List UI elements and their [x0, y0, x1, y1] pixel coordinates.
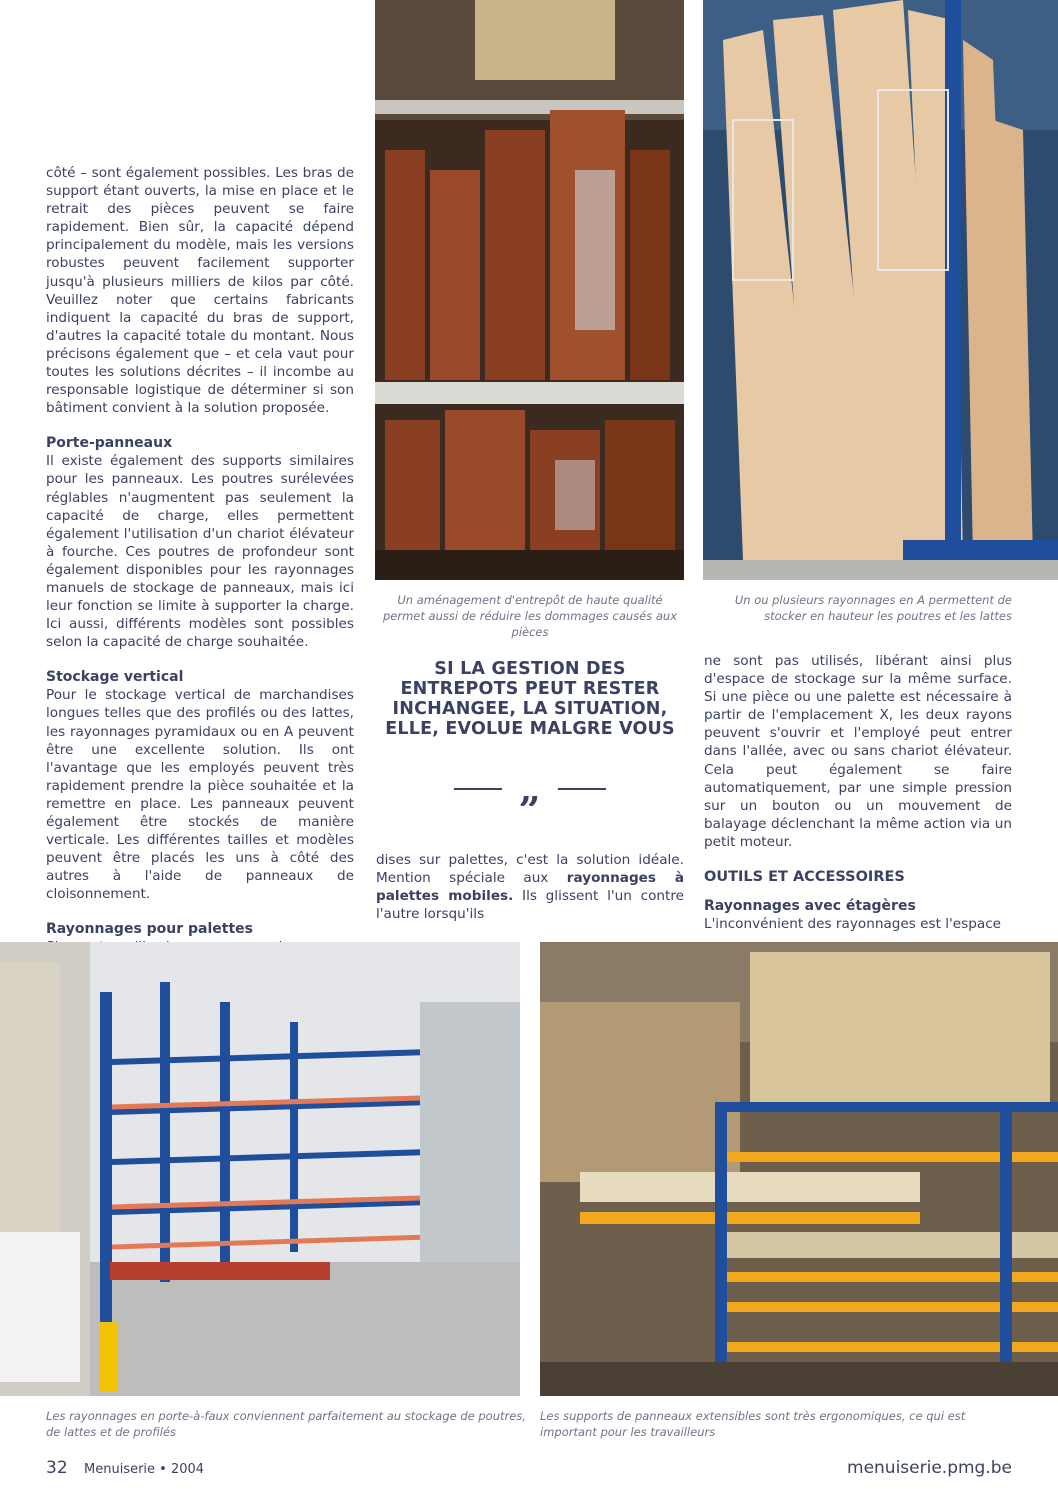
- heading-rayonnages-palettes: Rayonnages pour palettes: [46, 921, 254, 938]
- website-link[interactable]: menuiserie.pmg.be: [847, 1458, 1012, 1478]
- caption-photo-3: Les rayonnages en porte-à-faux conviennent parfaitement au stockage de poutres, de lattes et de profilés: [46, 1409, 526, 1439]
- paragraph-stockage-vertical: Pour le stockage vertical de marchandises longues telles que des profilés ou des lattes, les rayonnages pyramidaux ou en A peuvent être une excellente solution. Ils ont l'avantage que les employés peuvent très rapidement prendre la pièce souhaitée et la remettre en place. Les panneaux peuvent également être stockés de manière verticale. Les différentes tailles et modèles peuvent être placés les uns à côté des autres à l'aide de panneaux de cloisonnement.: [46, 687, 354, 903]
- caption-photo-2: Un ou plusieurs rayonnages en A permettent de stocker en hauteur les poutres et les lattes: [734, 593, 1012, 623]
- text-palettes-end: Ils glissent l'un contre l'autre lorsqu'ils: [376, 888, 684, 923]
- magazine-issue: Menuiserie • 2004: [84, 1462, 205, 1477]
- paragraph-palettes-mobiles: [376, 851, 684, 923]
- rack-upright: [945, 0, 961, 560]
- page-number: 32: [46, 1458, 68, 1478]
- quote-mark-glyph: „: [519, 772, 541, 806]
- quote-mark-icon: [450, 772, 610, 806]
- heading-porte-panneaux: Porte-panneaux: [46, 435, 173, 452]
- pull-quote: SI LA GESTION DES ENTREPOTS PEUT RESTER INCHANGEE, LA SITUATION, ELLE, EVOLUE MALGRE VOUS: [385, 659, 675, 739]
- paragraph-porte-panneaux: Il existe également des supports similaires pour les panneaux. Les poutres surélevées réglables n'augmentent pas seulement la capacité de charge, elles permettent également l'utilisation d'un chariot élévateur à fourche. Ces poutres de profondeur sont également disponibles pour les rayonnages manuels de stockage de panneaux, mais ici leur fonction se limite à supporter la charge. Ici aussi, différents modèles sont possibles selon la capacité de charge souhaitée.: [46, 453, 354, 651]
- paragraph-rayonnages-etageres: L'inconvénient des rayonnages est l'espace: [704, 916, 1002, 933]
- photo-hanging-doors: [375, 0, 684, 580]
- text-column-3: [704, 652, 1012, 933]
- caption-photo-4: Les supports de panneaux extensibles sont très ergonomiques, ce qui est important pour les travailleurs: [540, 1409, 966, 1439]
- photo-a-frame-rack-illustration: [703, 0, 1058, 580]
- heading-stockage-vertical: Stockage vertical: [46, 669, 184, 686]
- photo-a-frame-rack: [703, 0, 1058, 580]
- text-column-2: [376, 851, 684, 923]
- text-palettes-intro: dises sur palettes, c'est la solution idéale. Mention spéciale aux: [376, 852, 684, 887]
- heading-outils-accessoires: OUTILS ET ACCESSOIRES: [704, 869, 905, 886]
- paragraph-mobile-racks: ne sont pas utilisés, libérant ainsi plus d'espace de stockage sur la même surface. Si une pièce ou une palette est nécessaire à partir de l'emplacement X, les deux rayons peuvent s'ouvrir et l'employé peut entrer dans l'allée, avec ou sans chariot élévateur. Cela peut également se faire automatiquement, par une simple pression sur un bouton ou un mouvement de balayage déclenchant la même action via un petit moteur.: [704, 653, 1012, 850]
- photo-panel-racks: [540, 942, 1058, 1396]
- photo-panel-racks-illustration: [540, 942, 1058, 1396]
- text-column-1: [46, 164, 354, 975]
- caption-photo-1: Un aménagement d'entrepôt de haute qualité permet aussi de réduire les dommages causés aux pièces: [382, 593, 678, 639]
- paragraph-capacity: côté – sont également possibles. Les bras de support étant ouverts, la mise en place et le retrait des pièces peuvent se faire rapidement. Bien sûr, la capacité dépend principalement du modèle, mais les versions robustes peuvent facilement supporter jusqu'à plusieurs milliers de kilos par côté. Veuillez noter que certains fabricants indiquent la capacité du bras de support, d'autres la capacité totale du montant. Nous précisons également que – et cela vaut pour toutes les solutions décrites – il incombe au responsable logistique de déterminer si son bâtiment convient à la solution proposée.: [46, 165, 354, 417]
- photo-cantilever-racks: [0, 942, 520, 1396]
- text-palettes-bold: rayonnages à palettes mobiles.: [376, 870, 684, 905]
- heading-rayonnages-etageres: Rayonnages avec étagères: [704, 898, 916, 915]
- photo-hanging-doors-illustration: [375, 0, 684, 580]
- photo-cantilever-racks-illustration: [0, 942, 520, 1396]
